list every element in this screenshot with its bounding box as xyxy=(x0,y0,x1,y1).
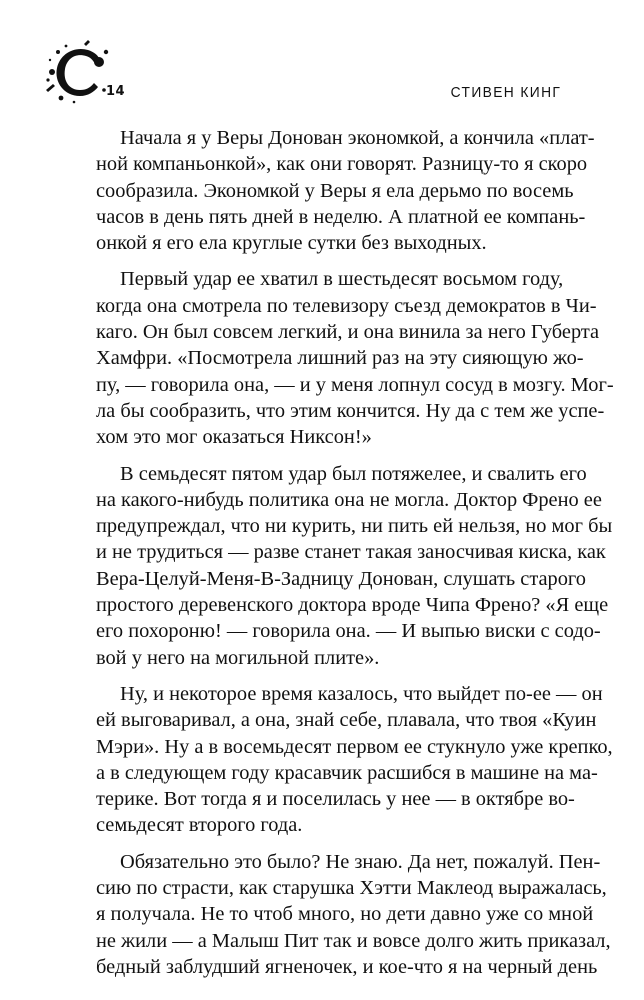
text-line: ла бы сообразить, что этим кончится. Ну да с тем же успе- xyxy=(96,399,605,422)
text-line: часов в день пять дней в неделю. А платной ее компань- xyxy=(96,205,586,228)
text-line: я получала. Не то чтоб много, но дети давно уже со мной xyxy=(96,903,594,926)
text-line: хом это мог оказаться Никсон!» xyxy=(96,426,372,449)
text-line: на какого-нибудь политика она не могла. Доктор Френо ее xyxy=(96,488,602,511)
text-line: не жили — а Малыш Пит так и вовсе долго жить приказал, xyxy=(96,929,611,952)
page-number: 14 xyxy=(106,84,126,99)
text-line: а в следующем году красавчик расшибся в машине на ма- xyxy=(96,761,598,784)
text-line: сию по страсти, как старушка Хэтти Маклеод выражалась, xyxy=(96,877,607,900)
text-line: бедный заблудший ягненочек, и кое-что я на черный день xyxy=(96,955,598,978)
text-line: онкой я его ела круглые сутки без выходных. xyxy=(96,232,487,255)
text-line: Ну, и некоторое время казалось, что выйдет по-ее — он xyxy=(120,682,603,705)
paragraph-2 xyxy=(96,266,614,450)
text-line: Мэри». Ну а в восемьдесят первом ее стукнуло уже крепко, xyxy=(96,735,613,758)
text-line: его похороню! — говорила она. — И выпью виски с содо- xyxy=(96,620,601,643)
text-line: простого деревенского доктора вроде Чипа Френо? «Я еще xyxy=(96,594,609,617)
paragraph-3 xyxy=(96,461,613,671)
ink-splatter-letter-c-icon xyxy=(44,40,114,106)
text-line: терике. Вот тогда я и поселилась у нее — в октябре во- xyxy=(96,788,575,811)
text-line: сообразила. Экономкой у Веры я ела дерьмо по восемь xyxy=(96,179,574,202)
text-line: Хамфри. «Посмотрела лишний раз на эту сияющую жо- xyxy=(96,347,584,370)
text-line: предупреждал, что ни курить, ни пить ей нельзя, но мог бы xyxy=(96,515,613,538)
text-line: пу, — говорила она, — и у меня лопнул сосуд в мозгу. Мог- xyxy=(96,373,614,396)
text-line: ной компаньонкой», как они говорят. Разницу-то я скоро xyxy=(96,153,588,176)
running-head-author: СТИВЕН КИНГ xyxy=(450,84,561,101)
paragraph-1 xyxy=(96,125,595,256)
paragraph-4 xyxy=(96,681,613,839)
text-line: Первый удар ее хватил в шестьдесят восьмом году, xyxy=(120,268,564,291)
text-line: ей выговаривал, а она, знай себе, плавала, что твоя «Куин xyxy=(96,709,597,732)
text-line: и не трудиться — разве станет такая заносчивая киска, как xyxy=(96,541,606,564)
text-line: когда она смотрела по телевизору съезд демократов в Чи- xyxy=(96,294,597,317)
text-line: Начала я у Веры Донован экономкой, а кончила «плат- xyxy=(120,127,595,149)
body-text xyxy=(96,125,614,980)
text-line: вой у него на могильной плите». xyxy=(96,646,380,669)
paragraph-5 xyxy=(96,849,611,980)
text-line: каго. Он был совсем легкий, и она винила за него Губерта xyxy=(96,321,600,344)
text-line: семьдесят второго года. xyxy=(96,814,303,837)
text-line: Обязательно это было? Не знаю. Да нет, пожалуй. Пен- xyxy=(120,850,601,873)
text-line: В семьдесят пятом удар был потяжелее, и свалить его xyxy=(120,462,587,485)
text-line: Вера-Целуй-Меня-В-Задницу Донован, слушать старого xyxy=(96,567,586,590)
